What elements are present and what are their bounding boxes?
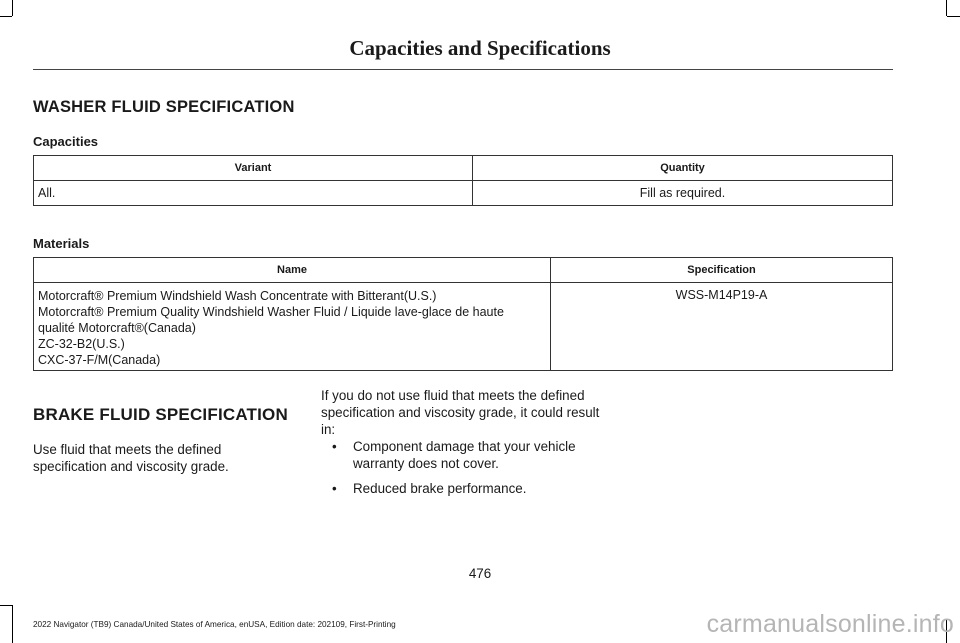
materials-label: Materials [33, 236, 90, 251]
edition-footer: 2022 Navigator (TB9) Canada/United States of America, enUSA, Edition date: 202109, First-Printing [33, 620, 396, 629]
material-name-line: Motorcraft® Premium Windshield Wash Concentrate with Bitterant(U.S.) [38, 289, 437, 303]
material-name-cell [34, 283, 551, 371]
material-name-line: CXC-37-F/M(Canada) [38, 353, 161, 367]
variant-cell: All. [34, 181, 473, 206]
crop-mark-bottom-left-horizontal [0, 605, 12, 606]
brake-fluid-warning: If you do not use fluid that meets the defined specification and viscosity grade, it could result in: [321, 388, 600, 437]
crop-mark-top-left-horizontal [0, 16, 12, 17]
crop-mark-top-right-vertical [946, 0, 947, 16]
page-header-title: Capacities and Specifications [349, 36, 611, 60]
watermark: carmanualsonline.info [706, 610, 954, 638]
list-item-text: Reduced brake performance. [353, 481, 527, 496]
quantity-cell: Fill as required. [473, 181, 893, 206]
column-header-quantity: Quantity [473, 156, 893, 181]
material-name-line: qualité Motorcraft®(Canada) [38, 321, 196, 335]
list-item-text: Component damage that your vehicle warranty does not cover. [353, 439, 576, 471]
specification-cell: WSS-M14P19-A [551, 283, 893, 371]
page-number: 476 [468, 566, 492, 581]
column-header-name: Name [34, 258, 551, 283]
bullet-icon: • [332, 439, 337, 454]
capacities-label: Capacities [33, 134, 99, 149]
capacities-table [33, 155, 893, 206]
bullet-icon: • [332, 481, 337, 496]
materials-table [33, 257, 893, 371]
crop-mark-bottom-left-vertical [12, 605, 13, 643]
material-name-line: Motorcraft® Premium Quality Windshield Washer Fluid / Liquide lave-glace de haute [38, 305, 504, 319]
materials-table-header [34, 258, 893, 283]
material-name-line: ZC-32-B2(U.S.) [38, 337, 125, 351]
list-item [331, 438, 601, 472]
list-item [331, 480, 601, 497]
brake-fluid-consequences-list [331, 438, 601, 505]
table-row [34, 181, 893, 206]
table-row [34, 283, 893, 371]
crop-mark-top-left-vertical [12, 0, 13, 16]
header-divider [33, 69, 893, 70]
brake-fluid-intro: Use fluid that meets the defined specification and viscosity grade. [33, 442, 229, 474]
brake-fluid-heading: BRAKE FLUID SPECIFICATION [33, 405, 288, 424]
column-header-specification: Specification [551, 258, 893, 283]
washer-fluid-heading: WASHER FLUID SPECIFICATION [33, 98, 295, 116]
crop-mark-top-right-horizontal [947, 16, 960, 17]
capacities-table-header [34, 156, 893, 181]
column-header-variant: Variant [34, 156, 473, 181]
